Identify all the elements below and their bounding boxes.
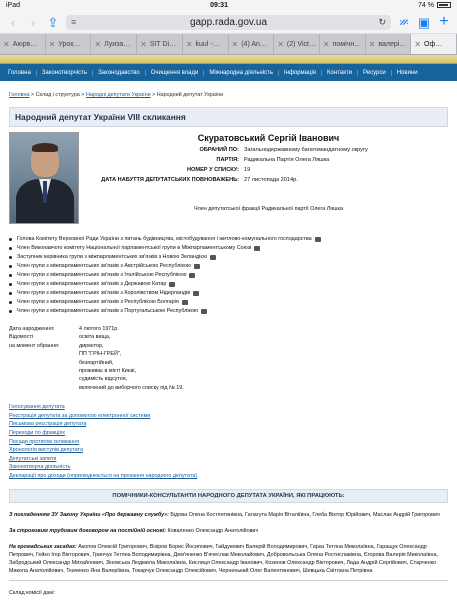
tab-label: (2) Vict… [286, 40, 316, 48]
deputy-link[interactable]: Письмова реєстрація депутата [9, 421, 87, 428]
tab-label: SIT Di… [149, 40, 177, 48]
browser-tab[interactable] [320, 34, 366, 54]
forward-arrow-icon[interactable]: › [30, 14, 36, 30]
deputy-link[interactable]: Депутатські запити [9, 455, 57, 462]
field-label: НОМЕР У СПИСКУ: [187, 167, 239, 174]
para-text: Коваленко Олександр Анатолійович [166, 527, 259, 534]
bio-value: 4 лютого 1971р. [79, 326, 119, 332]
page-content [0, 92, 457, 598]
tab-label: (4) An… [241, 40, 267, 48]
role-text: Член групи з міжпарламентських зв'язків з Республікою Болгарія [17, 299, 179, 305]
tab-label: kuul -… [195, 40, 220, 48]
bio-value: безпартійний, [79, 359, 114, 366]
field-value: 27 листопада 2014р. [244, 177, 298, 184]
bullet-icon [9, 283, 12, 286]
assistants-civil-service [9, 511, 448, 519]
device-label: iPad [6, 2, 21, 9]
deputy-links [9, 403, 448, 481]
breadcrumb-current: Народний депутат України [156, 92, 224, 98]
profile-field [89, 167, 448, 173]
role-text: Член Виконавчого комітету Національної парламентської групи в Міжпарламентському Союзі [17, 245, 252, 251]
nav-item[interactable]: Контакти [322, 70, 358, 76]
bullet-icon [9, 265, 12, 268]
share-icon[interactable]: ⇪ [47, 14, 59, 30]
battery-indicator: 74 % [418, 2, 451, 9]
profile-info [79, 132, 448, 224]
role-item [9, 299, 448, 305]
roles-list [9, 236, 448, 314]
bio-label: на момент обрання: [9, 342, 60, 349]
back-arrow-icon[interactable]: ‹ [10, 14, 16, 30]
faction-membership: Член депутатської фракції Радикальної партії Олега Ляшка [194, 205, 343, 212]
role-item [9, 290, 448, 296]
info-icon[interactable] [315, 237, 321, 242]
breadcrumb [9, 92, 448, 98]
close-tab-icon[interactable]: ✕ [185, 39, 193, 49]
field-label: ОБРАНИЙ ПО: [199, 147, 239, 153]
info-icon[interactable] [254, 246, 260, 251]
info-icon[interactable] [201, 309, 207, 314]
para-label: З покладенням ЗУ Закону України «Про державну службу»: [9, 511, 169, 518]
role-text: Член групи з міжпарламентських зв'язків з Італійською Республікою [17, 272, 187, 278]
profile-field [89, 177, 448, 183]
biography [9, 325, 448, 392]
bio-value: проживає в місті Києві, [79, 367, 137, 374]
nav-item[interactable]: Очищення влади [146, 70, 205, 76]
bullet-icon [9, 274, 12, 277]
nav-item[interactable]: Інформація [279, 70, 322, 76]
role-text: Член групи з міжпарламентських зв'язків з Португальською Республікою [17, 308, 199, 314]
url-text: gapp.rada.gov.ua [189, 16, 268, 28]
deputy-photo [9, 132, 79, 224]
tab-label: валері… [378, 40, 407, 48]
battery-icon [437, 2, 451, 8]
deputy-link[interactable]: Декларації про доходи (оприлюднюється на прохання народного депутата) [9, 473, 198, 480]
close-tab-icon[interactable]: ✕ [368, 39, 376, 49]
field-value: Радикальна Партія Олега Ляшка [244, 157, 330, 164]
bullet-icon [9, 292, 12, 295]
browser-tab[interactable] [137, 34, 183, 54]
deputy-name: Скуратовський Сергій Іванович [197, 133, 340, 143]
browser-tab[interactable] [366, 34, 412, 54]
deputy-link[interactable]: Голосування депутата [9, 404, 65, 410]
browser-tab[interactable] [183, 34, 229, 54]
address-bar[interactable] [66, 15, 391, 30]
bio-value: освіта вища, [79, 334, 111, 341]
tab-label: помічн… [332, 40, 362, 48]
browser-tab[interactable] [91, 34, 137, 54]
profile-field [89, 157, 448, 163]
bullet-icon [9, 301, 12, 304]
bio-value: включений до виборчого списку під № 19. [79, 384, 184, 391]
browser-tab[interactable] [46, 34, 92, 54]
role-item [9, 308, 448, 314]
nav-item[interactable]: Міжнародна діяльність [204, 70, 279, 76]
deputy-link[interactable]: Посади протягом скликання [9, 438, 80, 445]
info-icon[interactable] [169, 282, 175, 287]
tabs-icon[interactable]: ▣ [417, 14, 431, 30]
deputy-link[interactable]: Переходи по фракціях [9, 429, 66, 436]
deputy-link[interactable]: Законотворча діяльність [9, 464, 71, 471]
page-title: Народний депутат України VIII скликання [9, 107, 448, 127]
para-label: На громадських засадах: [9, 543, 77, 550]
close-tab-icon[interactable]: ✕ [277, 39, 284, 49]
nav-item[interactable]: Новини [396, 69, 418, 76]
close-tab-icon[interactable]: ✕ [322, 39, 330, 49]
site-banner [0, 55, 457, 64]
role-item [9, 263, 448, 269]
bio-value: судимість відсутня, [79, 376, 128, 383]
bio-label: Дата народження: [9, 326, 55, 332]
close-tab-icon[interactable]: ✕ [414, 39, 422, 49]
deputy-link[interactable]: Хронологія виступів депутата [9, 447, 83, 454]
close-tab-icon[interactable]: ✕ [140, 39, 147, 49]
browser-tab[interactable] [0, 34, 46, 54]
main-nav [0, 64, 457, 81]
nav-item[interactable]: Законотворчість [37, 70, 93, 76]
breadcrumb-sep: > Склад і структура > [29, 92, 86, 98]
role-text: Член групи з міжпарламентських зв'язків з Державою Катар [17, 281, 167, 287]
role-text: Член групи з міжпарламентських зв'язків з Королівством Нідерландів [17, 290, 191, 296]
tab-label: Аюрв… [12, 40, 38, 48]
clock: 09:31 [210, 2, 228, 9]
role-text: Заступник керівника групи з міжпарламентських зв'язків з Новою Зеландією [17, 254, 208, 260]
breadcrumb-home[interactable]: Головна [9, 92, 30, 98]
new-tab-icon[interactable]: + [439, 13, 449, 30]
deputy-profile [9, 132, 448, 224]
bullet-icon [9, 310, 12, 313]
field-label: ПАРТІЯ: [216, 157, 239, 164]
bio-label: Відомості [9, 334, 34, 341]
tab-label: Луиза… [104, 40, 131, 48]
bullet-icon [9, 238, 12, 241]
breadcrumb-deputies[interactable]: Народні депутати України [85, 92, 151, 98]
close-tab-icon[interactable]: ✕ [231, 39, 239, 49]
tab-strip [0, 34, 457, 55]
info-icon[interactable] [189, 273, 195, 278]
close-tab-icon[interactable]: ✕ [48, 39, 56, 49]
browser-tab[interactable] [229, 34, 275, 54]
bullet-icon [9, 247, 12, 250]
nav-item[interactable]: Законодавство [93, 70, 146, 76]
bullet-icon [9, 256, 12, 259]
info-icon[interactable] [193, 291, 199, 296]
para-text: Акопов Олексій Григорович, Візіров Борис Йосипович, Гайдукевич Валерій Володимирович, Гараз Тетяна Миколаївна, Гаращук Олександр Петрович, Гейко Ігор Вікторович, Гринчук Тетяна Володимирівна, Дем'яненко В'ячеслав Миколайович, Добровольська Олена Ростиславівна, Єгорова Валерія Миколаївна, Забродський Олександр Михайлович, Зіновська Людмила Миколаївна, Кислиця Олександр Іванович, Козинов Олександр Вікторович, Лада Андрій Сергійович, Старченко Микола Анатолійович, Ткаченко Яна Валеріївна, Токарчук Олександр Олексійович, Черненький Олег Валентинович, Шевцька Світлана Петрівна [9, 543, 438, 575]
assistants-contract [9, 527, 448, 535]
field-label: ДАТА НАБУТТЯ ДЕПУТАТСЬКИХ ПОВНОВАЖЕНЬ: [101, 177, 239, 184]
para-label: За строковим трудовим договором на постійній основі: [9, 527, 166, 534]
info-icon[interactable] [194, 264, 200, 269]
bookmarks-icon[interactable]: 𝄏 [399, 14, 409, 30]
bio-value: директор, [79, 342, 104, 349]
deputy-link[interactable]: Реєстрація депутата за допомогою електронної системи [9, 412, 151, 419]
reload-icon[interactable]: ↻ [378, 16, 386, 27]
field-value: 19 [244, 167, 251, 174]
browser-toolbar [0, 11, 457, 34]
assistants-voluntary [9, 543, 448, 575]
browser-tab[interactable] [411, 34, 457, 54]
reader-icon[interactable]: ≡ [71, 17, 77, 27]
role-text: Голова Комітету Верховної Ради України з питань будівництва, містобудування і житлово-комунального господарства [17, 236, 312, 242]
divider [9, 580, 448, 581]
nav-item[interactable]: Ресурси [358, 70, 392, 76]
nav-item[interactable]: Головна [3, 70, 37, 76]
browser-tab[interactable] [274, 34, 320, 54]
profile-field [89, 147, 448, 153]
tab-label: Урок… [58, 40, 81, 48]
close-tab-icon[interactable]: ✕ [94, 39, 102, 49]
role-item [9, 254, 448, 260]
role-item [9, 236, 448, 242]
role-item [9, 272, 448, 278]
field-value: Загальнодержавному багатомандатному округу [244, 147, 368, 153]
role-text: Член групи з міжпарламентських зв'язків з Австрійською Республікою [17, 263, 191, 269]
bio-value: ПП "ГРІН-ГРЕЙ", [79, 351, 122, 358]
status-bar [0, 0, 457, 11]
tab-label: Оф… [424, 40, 443, 48]
role-item [9, 281, 448, 287]
commission-note: Склад комісії дані: [9, 590, 56, 597]
close-tab-icon[interactable]: ✕ [3, 39, 10, 49]
role-item [9, 245, 448, 251]
info-icon[interactable] [182, 300, 188, 305]
breadcrumb-sep: > [150, 92, 157, 98]
assistants-heading: ПОМІЧНИКИ-КОНСУЛЬТАНТИ НАРОДНОГО ДЕПУТАТА УКРАЇНИ, ЯКІ ПРАЦЮЮТЬ: [9, 489, 448, 503]
para-text: Бідова Олена Костянтинівна, Галагута Марія Віталіївна, Глеба Віктор Юрійович, Маслак Андрій Григорович [168, 511, 440, 518]
info-icon[interactable] [210, 255, 216, 260]
